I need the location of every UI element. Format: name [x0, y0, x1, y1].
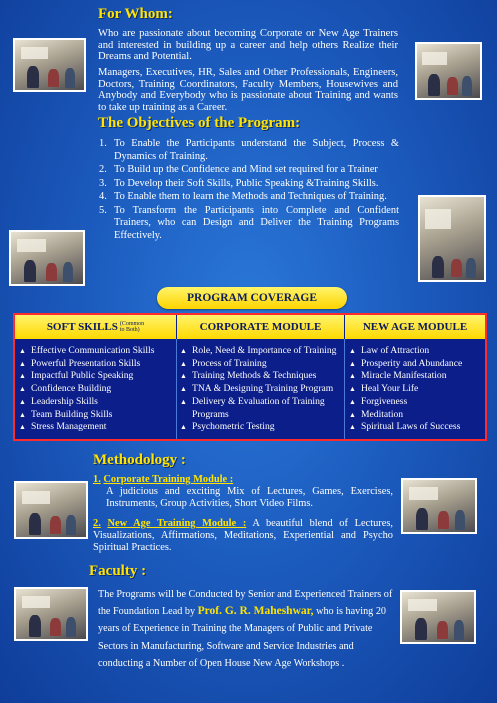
for-whom-audience: Managers, Executives, HR, Sales and Other Professionals, Engineers, Doctors, Training Coordinators, Faculty Members, Housewives and Anybody and Everybody who is passionate about Training and wants to take up training as a Career. [98, 67, 398, 113]
list-item: ▲ Stress Management [19, 421, 107, 433]
list-item: ▲ Psychometric Testing [180, 421, 275, 433]
list-item: ▲ Training Methods & Techniques [180, 370, 317, 382]
list-item: ▲ Powerful Presentation Skills [19, 357, 141, 369]
list-item: ▲ Prosperity and Abundance [349, 357, 463, 369]
program-coverage-table [13, 313, 487, 441]
faculty-lead-name: Prof. G. R. Maheshwar, [197, 605, 314, 618]
list-item: ▲ Leadership Skills [19, 395, 98, 407]
coverage-header-row [15, 315, 485, 339]
list-item: ▲ Role, Need & Importance of Training [180, 345, 337, 356]
list-item: ▲ Process of Training [180, 357, 267, 369]
new-age-module-list [347, 345, 485, 434]
corporate-module-list [178, 345, 342, 434]
for-whom-intro: Who are passionate about becoming Corporate or New Age Trainers and interested in building up a career and help others Realize their Dreams and Potential. [98, 28, 398, 62]
objective-item: 3. To Develop their Soft Skills, Public Speaking &Training Skills. [99, 177, 379, 189]
speaker-photo [418, 195, 486, 282]
program-coverage-title: PROGRAM COVERAGE [157, 287, 347, 309]
seminar-photo [14, 481, 88, 539]
list-item: ▲ Impactful Public Speaking [19, 370, 134, 382]
list-item: ▲ TNA & Designing Training Program [180, 383, 334, 395]
objective-item: 5. To Transform the Participants into Complete and Confident Trainers, who can Design and Deliver the Training Programs Effectively. [99, 204, 399, 241]
list-item: ▲ Meditation [349, 408, 404, 420]
faculty-description: The Programs will be Conducted by Senior and Experienced Trainers of the Foundation Lead by Prof. G. R. Maheshwar, who is having 20 years of Experience in Training the Managers of Public and Private Sectors in Manufacturing, Software and Service Industries and conducting a Number of Open House New Age Workshops . [98, 589, 393, 669]
objectives-list [99, 138, 399, 243]
faculty-heading: Faculty : [89, 563, 147, 579]
classroom-photo [401, 478, 477, 534]
list-item: ▲ Forgiveness [349, 395, 408, 407]
common-note: (Common to Both) [119, 321, 145, 333]
workshop-photo [9, 230, 85, 286]
list-item: ▲ Effective Communication Skills [19, 345, 155, 356]
objective-item: 4. To Enable them to learn the Methods and Techniques of Training. [99, 191, 387, 202]
list-item: ▲ Delivery & Evaluation of Training Programs [180, 395, 325, 420]
soft-skills-header: SOFT SKILLS (Common to Both) [15, 315, 177, 339]
new-age-module-header: NEW AGE MODULE [362, 321, 468, 333]
objective-item: 2. To Build up the Confidence and Mind set required for a Trainer [99, 164, 378, 175]
list-item: ▲ Miracle Manifestation [349, 370, 447, 382]
training-room-photo [13, 38, 86, 92]
trainer-photo [400, 590, 476, 644]
list-item: ▲ Spiritual Laws of Success [349, 421, 461, 433]
list-item: ▲ Law of Attraction [349, 345, 430, 356]
lecture-photo [14, 587, 88, 641]
list-item: ▲ Team Building Skills [19, 408, 113, 420]
list-item: ▲ Confidence Building [19, 383, 112, 395]
methodology-heading: Methodology : [93, 452, 186, 468]
objective-item: 1. To Enable the Participants understand the Subject, Process & Dynamics of Training. [99, 138, 399, 162]
soft-skills-list [17, 345, 175, 434]
objectives-heading: The Objectives of the Program: [98, 115, 301, 131]
for-whom-heading: For Whom: [98, 6, 173, 22]
methodology-item-new-age: 2. New Age Training Module : A beautiful blend of Lectures, Visualizations, Affirmations, Meditations, Experiential and Psycho Spiritual Practices. [93, 518, 393, 553]
list-item: ▲ Heal Your Life [349, 383, 419, 395]
corporate-module-header: CORPORATE MODULE [177, 315, 345, 339]
group-photo [415, 42, 482, 100]
methodology-item-corporate: 1. Corporate Training Module : A judicious and exciting Mix of Lectures, Games, Exercises, Instruments, Group Activities, Short Video Films. [93, 474, 393, 509]
